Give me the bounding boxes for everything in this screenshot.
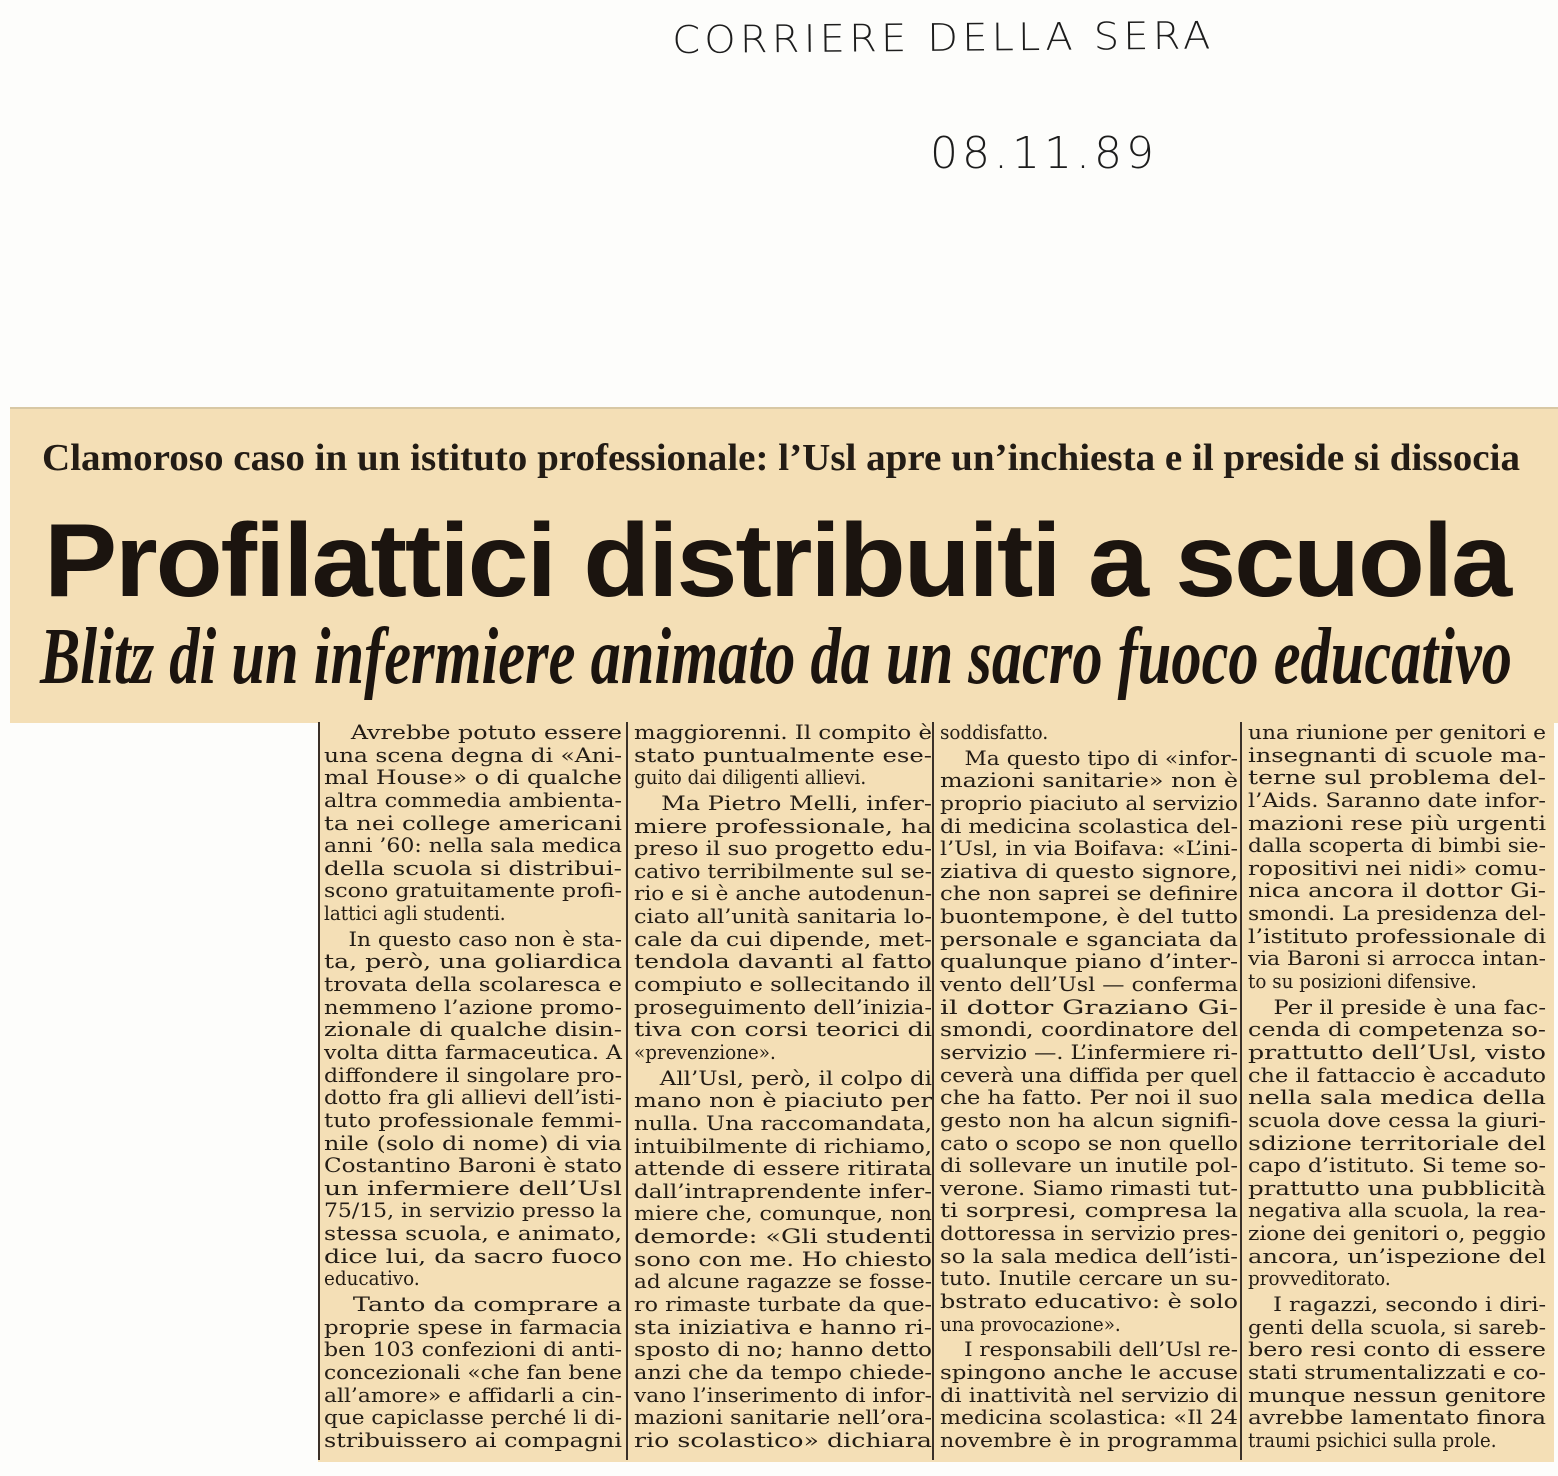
text-line xyxy=(940,929,1238,952)
text-line-content: ro rimaste turbate da que- xyxy=(634,1293,932,1317)
text-line-content: altra commedia ambienta- xyxy=(324,788,622,812)
text-line xyxy=(1248,1294,1546,1317)
text-line xyxy=(634,767,932,790)
text-line-content: servizio —. L’infermiere ri- xyxy=(940,1040,1238,1064)
text-line-content: una provocazione». xyxy=(940,1312,1121,1336)
text-line-content: I ragazzi, secondo i diri- xyxy=(1273,1293,1546,1317)
text-line xyxy=(1248,835,1546,858)
paragraph xyxy=(940,1339,1238,1452)
text-line-content: guito dai diligenti allievi. xyxy=(634,766,867,790)
text-line xyxy=(634,816,932,839)
text-line-content: ancora, un’ispezione del xyxy=(1248,1244,1546,1268)
text-line-content: nica ancora il dottor Gi- xyxy=(1248,879,1546,903)
text-line-content: mazioni sanitarie nell’ora- xyxy=(634,1406,932,1430)
text-line-content: sta iniziativa e hanno ri- xyxy=(634,1315,932,1339)
text-line xyxy=(1248,1042,1546,1065)
text-line xyxy=(634,1090,932,1113)
text-line-content: proprie spese in farmacia xyxy=(324,1315,622,1339)
text-line xyxy=(634,745,932,768)
text-line-content: ben 103 confezioni di anti- xyxy=(324,1338,622,1362)
text-line-content: concezionali «che fan bene xyxy=(324,1360,622,1384)
text-line-content: cale da cui dipende, met- xyxy=(634,927,932,951)
text-line xyxy=(634,1385,932,1408)
paragraph xyxy=(634,793,932,1065)
text-line-content: intuibilmente di richiamo, xyxy=(634,1134,932,1158)
text-line-content: miere professionale, ha xyxy=(634,814,932,838)
text-line-content: dotto fra gli allievi dell’isti- xyxy=(324,1086,622,1110)
text-line xyxy=(940,793,1238,816)
text-line xyxy=(1248,813,1546,836)
text-line xyxy=(634,1407,932,1430)
text-line-content: genti della scuola, si sareb- xyxy=(1248,1315,1546,1339)
text-line xyxy=(1248,1268,1546,1291)
paragraph xyxy=(324,1294,622,1452)
text-line-content: ad alcune ragazze se fosse- xyxy=(634,1270,932,1294)
text-line xyxy=(634,1317,932,1340)
text-line xyxy=(324,1385,622,1408)
text-line xyxy=(324,835,622,858)
text-line xyxy=(1248,722,1546,745)
text-line xyxy=(324,929,622,952)
text-line-content: provveditorato. xyxy=(1248,1267,1391,1291)
column-rule xyxy=(1240,722,1242,1460)
text-line-content: ta nei college americani xyxy=(324,811,622,835)
text-line-content: nile (solo di nome) di via xyxy=(324,1131,622,1155)
text-line-content: nemmeno l’azione promo- xyxy=(324,995,622,1019)
text-line xyxy=(324,1110,622,1133)
text-line-content: educativo. xyxy=(324,1267,420,1291)
text-line-content: bero resi conto di essere xyxy=(1248,1338,1546,1362)
text-line xyxy=(940,1110,1238,1133)
article-headline: Profilattici distribuiti a scuola xyxy=(44,503,1510,619)
text-line xyxy=(1248,1339,1546,1362)
text-line-content: Ma questo tipo di «infor- xyxy=(964,746,1238,770)
text-line xyxy=(634,1226,932,1249)
text-line-content: mano non è piaciuto per xyxy=(634,1089,932,1113)
paragraph xyxy=(1248,722,1546,994)
text-line-content: dall’intraprendente infer- xyxy=(634,1179,932,1203)
text-line xyxy=(324,1155,622,1178)
text-line-content: maggiorenni. Il compito è xyxy=(634,721,932,744)
article-column-3 xyxy=(940,722,1238,1453)
text-line-content: traumi psichici sulla prole. xyxy=(1248,1428,1497,1452)
text-line xyxy=(324,1246,622,1269)
text-line-content: dalla scoperta di bimbi sie- xyxy=(1248,834,1546,858)
text-line xyxy=(1248,1155,1546,1178)
text-line xyxy=(634,1019,932,1042)
text-line-content: verone. Siamo rimasti tut- xyxy=(940,1176,1238,1200)
text-line-content: che non saprei se definire xyxy=(940,882,1238,906)
text-line xyxy=(324,1339,622,1362)
text-line xyxy=(324,1133,622,1156)
text-line-content: Costantino Baroni è stato xyxy=(324,1154,622,1178)
text-line-content: que capiclasse perché li di- xyxy=(324,1406,622,1430)
text-line-content: smondi. La presidenza del- xyxy=(1248,902,1546,926)
text-line xyxy=(324,951,622,974)
text-line xyxy=(940,1362,1238,1385)
text-line xyxy=(324,767,622,790)
text-line xyxy=(324,1223,622,1246)
text-line-content: sposto di no; hanno detto xyxy=(634,1338,932,1362)
text-line xyxy=(634,1249,932,1272)
text-line xyxy=(940,1087,1238,1110)
text-line-content: l’istituto professionale di xyxy=(1248,924,1546,948)
text-line xyxy=(634,997,932,1020)
text-line xyxy=(324,813,622,836)
text-line-content: che ha fatto. Per noi il suo xyxy=(940,1086,1238,1110)
text-line xyxy=(1248,971,1546,994)
text-line xyxy=(940,1246,1238,1269)
paragraph xyxy=(1248,997,1546,1291)
text-line xyxy=(634,1430,932,1453)
text-line-content: miere che, comunque, non xyxy=(634,1202,932,1226)
article-column-2 xyxy=(634,722,932,1453)
text-line-content: nulla. Una raccomandata, xyxy=(634,1111,932,1135)
article-column-1 xyxy=(324,722,622,1453)
text-line xyxy=(1248,1246,1546,1269)
text-line xyxy=(634,974,932,997)
text-line-content: smondi, coordinatore del xyxy=(940,1018,1238,1042)
text-line-content: avrebbe lamentato finora xyxy=(1248,1406,1546,1430)
text-line xyxy=(940,722,1238,745)
text-line-content: rio e si è anche autodenun- xyxy=(634,882,932,906)
text-line xyxy=(634,1136,932,1159)
text-line xyxy=(940,1065,1238,1088)
text-line-content: Avrebbe potuto essere xyxy=(350,721,622,744)
text-line xyxy=(634,1068,932,1091)
text-line xyxy=(324,1042,622,1065)
text-line xyxy=(634,951,932,974)
text-line xyxy=(634,838,932,861)
text-line-content: dottoressa in servizio pres- xyxy=(940,1222,1238,1246)
text-line xyxy=(940,1385,1238,1408)
text-line-content: cenda di competenza so- xyxy=(1248,1018,1546,1042)
text-line xyxy=(634,861,932,884)
text-line-content: insegnanti di scuole ma- xyxy=(1248,743,1546,767)
text-line xyxy=(634,1339,932,1362)
text-line-content: demorde: «Gli studenti xyxy=(634,1225,932,1249)
text-line-content: 75/15, in servizio presso la xyxy=(324,1199,622,1223)
text-line xyxy=(1248,1407,1546,1430)
text-line-content: ziativa di questo signore, xyxy=(940,859,1238,883)
text-line-content: vento dell’Usl — conferma xyxy=(940,973,1238,997)
text-line-content: volta ditta farmaceutica. A xyxy=(324,1040,622,1064)
text-line-content: rio scolastico» dichiara xyxy=(634,1428,932,1452)
text-line xyxy=(940,1339,1238,1362)
text-line-content: una riunione per genitori e xyxy=(1248,721,1546,744)
text-line xyxy=(324,1178,622,1201)
text-line-content: l’Usl, in via Boifava: «L’ini- xyxy=(940,837,1238,861)
text-line-content: Per il preside è una fac- xyxy=(1273,995,1546,1019)
text-line xyxy=(324,1065,622,1088)
text-line-content: stessa scuola, e animato, xyxy=(324,1222,622,1246)
article-subhead: Blitz di un infermiere animato da un sacro fuoco educativo xyxy=(40,613,1512,701)
text-line-content: della scuola si distribui- xyxy=(324,856,622,880)
text-line-content: All’Usl, però, il colpo di xyxy=(659,1066,932,1090)
text-line-content: cativo terribilmente sul se- xyxy=(634,859,932,883)
paragraph xyxy=(634,1068,932,1453)
text-line-content: zione dei genitori o, peggio xyxy=(1248,1222,1546,1246)
paragraph xyxy=(1248,1294,1546,1452)
text-line-content: che il fattaccio è accaduto xyxy=(1248,1063,1546,1087)
text-line xyxy=(1248,1223,1546,1246)
text-line xyxy=(324,903,622,926)
text-line xyxy=(1248,948,1546,971)
column-rule xyxy=(318,722,320,1460)
text-line-content: ti sorpresi, compresa la xyxy=(940,1199,1238,1223)
text-line-content: anzi che da tempo chiede- xyxy=(634,1360,932,1384)
text-line-content: tendola davanti al fatto xyxy=(634,950,932,974)
text-line xyxy=(634,1203,932,1226)
text-line-content: compiuto e sollecitando il xyxy=(634,973,932,997)
text-line-content: sdizione territoriale del xyxy=(1248,1131,1546,1155)
text-line-content: all’amore» e affidarli a cin- xyxy=(324,1383,622,1407)
text-line-content: negativa alla scuola, la rea- xyxy=(1248,1199,1546,1223)
text-line xyxy=(324,1087,622,1110)
text-line xyxy=(324,1362,622,1385)
text-line-content: il dottor Graziano Gi- xyxy=(940,995,1238,1019)
text-line-content: preso il suo progetto edu- xyxy=(634,837,932,861)
text-line-content: prattutto una pubblicità xyxy=(1248,1176,1546,1200)
text-line xyxy=(1248,790,1546,813)
handwritten-publication-note: CORRIERE DELLA SERA xyxy=(672,13,1215,62)
text-line xyxy=(940,770,1238,793)
text-line xyxy=(940,1314,1238,1337)
text-line xyxy=(324,790,622,813)
text-line-content: trovata della scolaresca e xyxy=(324,973,622,997)
text-line xyxy=(940,838,1238,861)
text-line xyxy=(324,880,622,903)
text-line-content: tuto professionale femmi- xyxy=(324,1108,622,1132)
text-line-content: munque nessun genitore xyxy=(1248,1383,1546,1407)
text-line-content: bstrato educativo: è solo xyxy=(940,1290,1238,1314)
paragraph xyxy=(324,722,622,926)
text-line-content: novembre è in programma xyxy=(940,1428,1238,1452)
text-line-content: di sollevare un inutile pol- xyxy=(940,1154,1238,1178)
text-line xyxy=(940,1200,1238,1223)
text-line xyxy=(940,906,1238,929)
text-line-content: lattici agli studenti. xyxy=(324,902,506,926)
text-line xyxy=(940,1268,1238,1291)
text-line xyxy=(1248,745,1546,768)
text-line-content: attende di essere ritirata xyxy=(634,1157,932,1181)
text-line-content: terne sul problema del- xyxy=(1248,766,1546,790)
text-line-content: sono con me. Ho chiesto xyxy=(634,1247,932,1271)
text-line-content: prattutto dell’Usl, visto xyxy=(1248,1040,1546,1064)
text-line-content: «prevenzione». xyxy=(634,1040,776,1064)
text-line-content: personale e sganciata da xyxy=(940,927,1238,951)
text-line xyxy=(1248,926,1546,949)
text-line xyxy=(1248,1019,1546,1042)
text-line xyxy=(1248,1178,1546,1201)
text-line-content: buontempone, è del tutto xyxy=(940,905,1238,929)
text-line xyxy=(940,1042,1238,1065)
text-line xyxy=(940,997,1238,1020)
text-line-content: In questo caso non è sta- xyxy=(348,927,622,951)
text-line xyxy=(634,1271,932,1294)
text-line xyxy=(940,883,1238,906)
text-line xyxy=(1248,1133,1546,1156)
text-line-content: vano l’inserimento di infor- xyxy=(634,1383,932,1407)
text-line xyxy=(634,722,932,745)
text-line xyxy=(634,906,932,929)
paragraph xyxy=(634,722,932,790)
column-rule xyxy=(626,722,628,1460)
text-line xyxy=(940,1430,1238,1453)
paragraph xyxy=(940,748,1238,1337)
text-line-content: ta, però, una goliardica xyxy=(324,950,622,974)
text-line-content: spingono anche le accuse xyxy=(940,1360,1238,1384)
text-line xyxy=(324,1200,622,1223)
text-line-content: via Baroni si arrocca intan- xyxy=(1248,947,1546,971)
text-line xyxy=(1248,880,1546,903)
article-kicker: Clamoroso caso in un istituto professionale: l’Usl apre un’inchiesta e il preside si dissocia xyxy=(42,437,1521,479)
text-line-content: stribuissero ai compagni xyxy=(324,1428,622,1452)
text-line-content: tiva con corsi teorici di xyxy=(634,1018,932,1042)
text-line xyxy=(634,883,932,906)
text-line xyxy=(634,1181,932,1204)
text-line-content: ropositivi nei nidi» comu- xyxy=(1248,856,1546,880)
text-line xyxy=(1248,1065,1546,1088)
text-line xyxy=(324,1019,622,1042)
text-line xyxy=(1248,1200,1546,1223)
text-line xyxy=(940,1407,1238,1430)
text-line xyxy=(324,1407,622,1430)
text-line-content: Tanto da comprare a xyxy=(352,1293,622,1317)
text-line-content: capo d’istituto. Si teme so- xyxy=(1248,1154,1546,1178)
paragraph xyxy=(940,722,1238,745)
text-line xyxy=(324,1430,622,1453)
text-line xyxy=(1248,1087,1546,1110)
paragraph xyxy=(324,929,622,1291)
text-line xyxy=(1248,1110,1546,1133)
text-line xyxy=(324,997,622,1020)
text-line xyxy=(940,1155,1238,1178)
text-line xyxy=(1248,1385,1546,1408)
text-line xyxy=(324,858,622,881)
article-column-4 xyxy=(1248,722,1546,1453)
text-line xyxy=(634,1294,932,1317)
text-line xyxy=(1248,997,1546,1020)
text-line-content: di inattività nel servizio di xyxy=(940,1383,1238,1407)
text-line-content: Ma Pietro Melli, infer- xyxy=(661,791,932,815)
text-line xyxy=(940,816,1238,839)
text-line-content: ceverà una diffida per quel xyxy=(940,1063,1238,1087)
text-line-content: cato o scopo se non quello xyxy=(940,1131,1238,1155)
handwritten-date-note: 08.11.89 xyxy=(930,128,1158,179)
text-line-content: proseguimento dell’inizia- xyxy=(634,995,932,1019)
text-line-content: mazioni sanitarie» non è xyxy=(940,769,1238,793)
text-line xyxy=(324,1294,622,1317)
text-line xyxy=(634,1158,932,1181)
text-line-content: di medicina scolastica del- xyxy=(940,814,1238,838)
text-line xyxy=(1248,903,1546,926)
text-line-content: medicina scolastica: «Il 24 xyxy=(940,1406,1238,1430)
text-line xyxy=(634,929,932,952)
text-line xyxy=(940,1223,1238,1246)
text-line xyxy=(1248,1430,1546,1453)
text-line xyxy=(940,1133,1238,1156)
text-line xyxy=(1248,1317,1546,1340)
text-line xyxy=(634,793,932,816)
text-line-content: so la sala medica dell’isti- xyxy=(940,1244,1238,1268)
text-line-content: I responsabili dell’Usl re- xyxy=(964,1338,1238,1362)
text-line xyxy=(324,1268,622,1291)
text-line-content: l’Aids. Saranno date infor- xyxy=(1248,788,1546,812)
text-line xyxy=(324,745,622,768)
text-line xyxy=(634,1042,932,1065)
text-line xyxy=(1248,858,1546,881)
text-line-content: ciato all’unità sanitaria lo- xyxy=(634,905,932,929)
text-line xyxy=(1248,767,1546,790)
text-line-content: qualunque piano d’inter- xyxy=(940,950,1238,974)
text-line xyxy=(324,722,622,745)
text-line-content: dice lui, da sacro fuoco xyxy=(324,1244,622,1268)
text-line-content: mal House» o di qualche xyxy=(324,766,622,790)
text-line xyxy=(940,748,1238,771)
text-line-content: mazioni rese più urgenti xyxy=(1248,811,1546,835)
text-line-content: stato puntualmente ese- xyxy=(634,743,932,767)
text-line-content: soddisfatto. xyxy=(940,721,1049,744)
text-line-content: tuto. Inutile cercare un su- xyxy=(940,1267,1238,1291)
text-line xyxy=(940,861,1238,884)
text-line-content: diffondere il singolare pro- xyxy=(324,1063,622,1087)
text-line xyxy=(634,1362,932,1385)
text-line-content: un infermiere dell’Usl xyxy=(324,1176,622,1200)
text-line-content: zionale di qualche disin- xyxy=(324,1018,622,1042)
text-line-content: scuola dove cessa la giuri- xyxy=(1248,1108,1546,1132)
text-line-content: una scena degna di «Ani- xyxy=(324,743,622,767)
text-line-content: proprio piaciuto al servizio xyxy=(940,791,1238,815)
text-line-content: gesto non ha alcun signifi- xyxy=(940,1108,1238,1132)
text-line-content: scono gratuitamente profi- xyxy=(324,879,622,903)
text-line-content: stati strumentalizzati e co- xyxy=(1248,1360,1546,1384)
text-line xyxy=(1248,1362,1546,1385)
text-line-content: nella sala medica della xyxy=(1248,1086,1546,1110)
text-line-content: anni ’60: nella sala medica xyxy=(324,834,622,858)
text-line xyxy=(940,974,1238,997)
text-line xyxy=(324,1317,622,1340)
text-line xyxy=(940,1291,1238,1314)
text-line-content: to su posizioni difensive. xyxy=(1248,970,1477,994)
text-line xyxy=(940,951,1238,974)
text-line xyxy=(634,1113,932,1136)
text-line xyxy=(940,1019,1238,1042)
text-line xyxy=(940,1178,1238,1201)
text-line xyxy=(324,974,622,997)
